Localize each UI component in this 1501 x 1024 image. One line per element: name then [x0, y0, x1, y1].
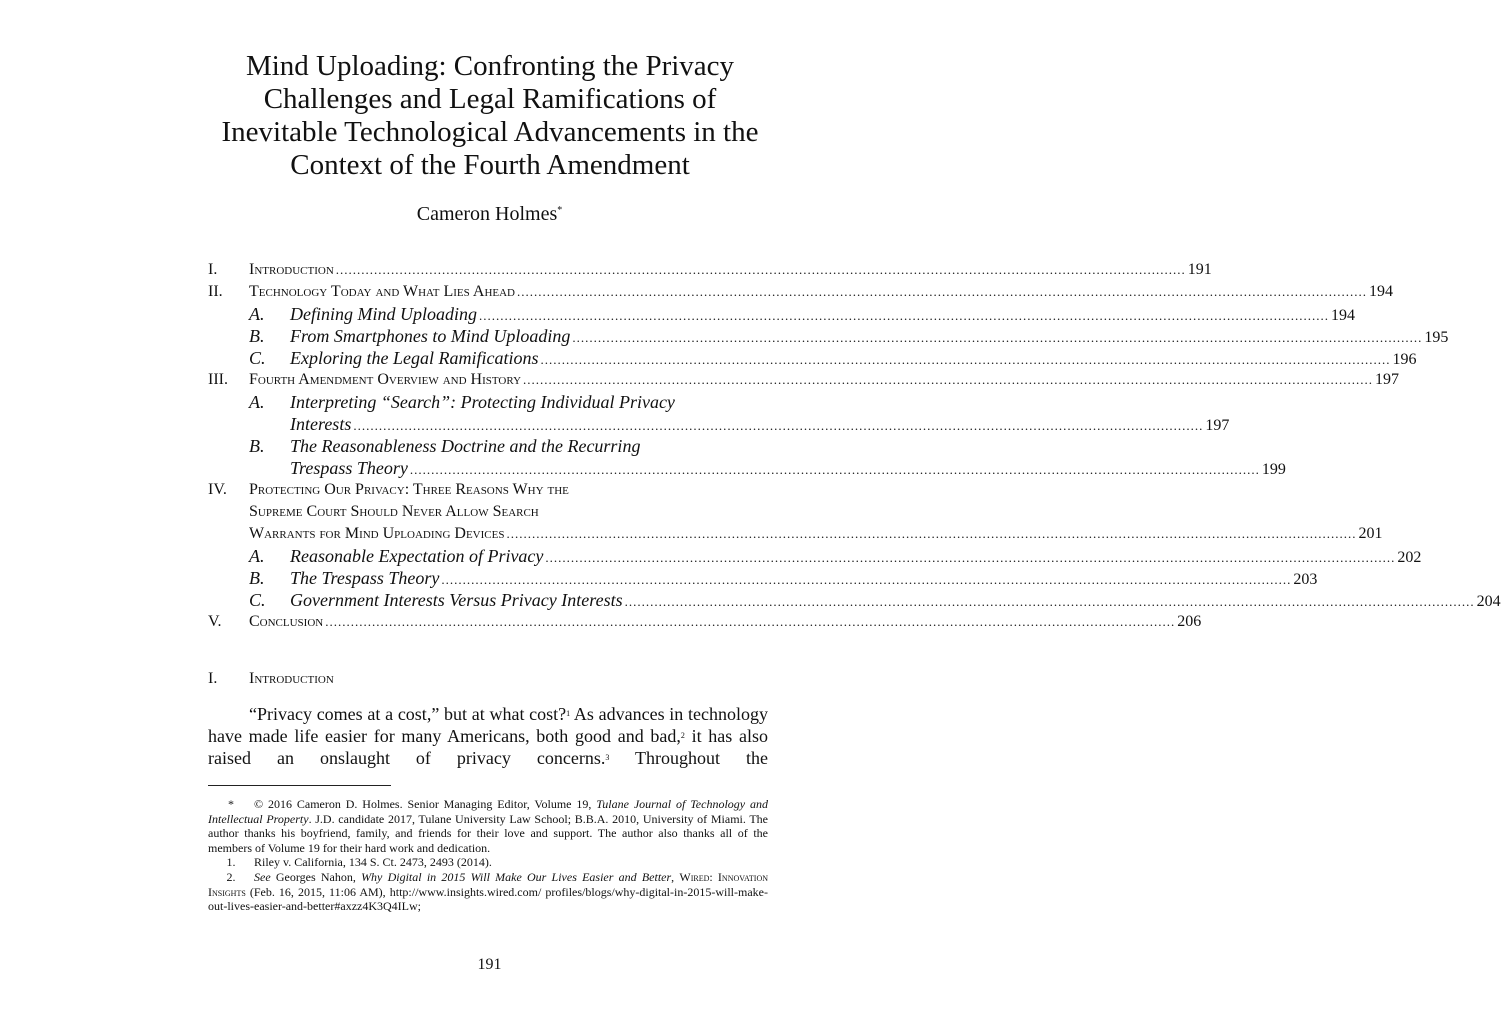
toc-entry-i [208, 259, 1212, 281]
toc-leader [325, 611, 1175, 633]
toc-title: From Smartphones to Mind Uploading [290, 326, 571, 346]
toc-page: 206 [1177, 613, 1202, 630]
toc-letter: B. [249, 436, 265, 456]
toc-number: II. [208, 283, 223, 300]
footnote-mark: * [228, 797, 234, 811]
toc-page: 195 [1424, 329, 1449, 346]
page-number: 191 [477, 956, 502, 973]
footnotes [208, 797, 768, 914]
toc-number: I. [208, 261, 218, 278]
toc-page: 197 [1375, 371, 1400, 388]
toc-number: IV. [208, 481, 227, 498]
toc-entry-iii-a [208, 391, 1230, 435]
table-of-contents [208, 259, 1501, 633]
toc-title: Defining Mind Uploading [290, 304, 477, 324]
toc-title: Introduction [249, 261, 334, 278]
toc-number: V. [208, 613, 222, 630]
toc-letter: B. [249, 326, 265, 346]
toc-title: Conclusion [249, 613, 324, 630]
toc-page: 194 [1369, 283, 1393, 300]
footnote-1 [208, 855, 768, 870]
footnote-italic: Tulane Journal of Technology and Intellectual Property [208, 797, 768, 826]
section-heading [208, 670, 334, 688]
toc-letter: A. [249, 304, 265, 324]
title-line: Challenges and Legal Ramifications of [263, 83, 717, 115]
toc-entry-iv [208, 479, 1383, 545]
body-paragraph [208, 703, 768, 769]
toc-entry-iii-b [208, 435, 1286, 479]
footnote-ref: 3 [605, 753, 610, 762]
toc-entry-ii [208, 281, 1393, 303]
toc-page: 203 [1293, 571, 1318, 588]
toc-title-line: Trespass Theory [290, 458, 408, 478]
toc-entry-iv-b [208, 567, 1318, 589]
toc-title: Government Interests Versus Privacy Interests [290, 590, 623, 610]
toc-entry-ii-c [208, 347, 1417, 369]
body-text-run: it has also raised an onslaught of privacy concerns. [208, 726, 768, 768]
toc-page: 197 [1205, 417, 1230, 434]
author-byline [0, 203, 979, 226]
toc-leader [625, 591, 1475, 613]
article-title [170, 50, 810, 182]
footnote-italic: See [254, 869, 271, 884]
toc-letter: C. [249, 348, 266, 368]
toc-page: 196 [1392, 351, 1417, 368]
title-line: Context of the Fourth Amendment [290, 149, 690, 181]
toc-leader [441, 569, 1291, 591]
toc-entry-ii-b [208, 325, 1449, 347]
toc-leader [540, 349, 1390, 371]
toc-letter: B. [249, 568, 265, 588]
toc-entry-iii [208, 369, 1400, 391]
footnote-italic: Why Digital in 2015 Will Make Our Lives Easier and Better [361, 869, 672, 884]
footnote-divider [208, 785, 391, 786]
toc-title-line: The Reasonableness Doctrine and the Recurring [290, 436, 641, 456]
toc-leader [506, 523, 1356, 545]
footnote-text: Georges Nahon, [270, 869, 362, 884]
toc-title: The Trespass Theory [290, 568, 440, 588]
footnote-smallcaps: Wired: Innovation Insights [208, 869, 768, 899]
toc-title: Exploring the Legal Ramifications [290, 348, 539, 368]
author-name: Cameron Holmes [416, 203, 558, 225]
toc-number: III. [208, 371, 228, 388]
section-number: I. [208, 670, 218, 687]
footnote-star [208, 797, 768, 855]
toc-page: 194 [1331, 307, 1355, 324]
toc-leader [479, 305, 1329, 327]
author-footnote-marker: * [557, 205, 563, 216]
toc-page: 201 [1358, 525, 1383, 542]
toc-entry-iv-a [208, 545, 1422, 567]
toc-page: 199 [1261, 461, 1286, 478]
toc-entry-iv-c [208, 589, 1501, 611]
toc-title-line: Protecting Our Privacy: Three Reasons Why the [249, 481, 569, 498]
footnote-2 [208, 870, 768, 914]
toc-leader [336, 259, 1186, 281]
toc-leader [572, 327, 1422, 349]
footnote-ref: 2 [680, 731, 685, 740]
body-text [208, 703, 768, 769]
toc-leader [410, 459, 1260, 481]
toc-entry-ii-a [208, 303, 1355, 325]
body-text-run: Throughout the [609, 748, 768, 768]
body-text-run: As advances in technology have made life easier for many Americans, both good and bad, [208, 704, 768, 746]
footnote-text: (Feb. 16, 2015, 11:06 AM), http://www.insights.wired.com/ profiles/blogs/why-digital-in-2015-will-make-out-lives-easier-and-better#axzz4K3Q4ILw; [208, 884, 768, 914]
toc-title: Fourth Amendment Overview and History [249, 371, 522, 388]
toc-title-line: Supreme Court Should Never Allow Search [249, 503, 539, 520]
section-title: Introduction [249, 670, 334, 687]
toc-letter: C. [249, 590, 266, 610]
toc-page: 191 [1187, 261, 1212, 278]
footnote-text: , [671, 869, 680, 884]
toc-title: Reasonable Expectation of Privacy [290, 546, 544, 566]
toc-title: Technology Today and What Lies Ahead [249, 283, 515, 300]
toc-entry-v [208, 611, 1202, 633]
title-line: Mind Uploading: Confronting the Privacy [245, 50, 735, 82]
footnote-text: Riley v. California, 134 S. Ct. 2473, 2493 (2014). [254, 855, 492, 870]
title-line: Inevitable Technological Advancements in the [221, 116, 759, 148]
footnote-mark: 2. [226, 869, 236, 884]
footnote-mark: 1. [226, 855, 236, 870]
toc-letter: A. [249, 392, 265, 412]
toc-leader [517, 281, 1367, 303]
footnote-text: © 2016 Cameron D. Holmes. Senior Managing Editor, Volume 19, [254, 797, 597, 811]
toc-title-line: Warrants for Mind Uploading Devices [249, 525, 505, 542]
toc-title-line: Interests [290, 414, 352, 434]
body-text-run: “Privacy comes at a cost,” but at what cost? [249, 704, 567, 724]
toc-leader [523, 369, 1373, 391]
toc-leader [353, 415, 1203, 437]
toc-page: 204 [1476, 593, 1501, 610]
toc-title-line: Interpreting “Search”: Protecting Individual Privacy [290, 392, 675, 412]
footnote-ref: 1 [566, 709, 571, 718]
toc-page: 202 [1397, 549, 1422, 566]
toc-letter: A. [249, 546, 265, 566]
toc-leader [545, 547, 1395, 569]
footnote-text: . J.D. candidate 2017, Tulane University Law School; B.B.A. 2010, University of Miami. The author thanks his boyfriend, family, and friends for their love and support. The author also thanks all of the members of Volume 19 for their hard work and dedication. [208, 811, 769, 855]
